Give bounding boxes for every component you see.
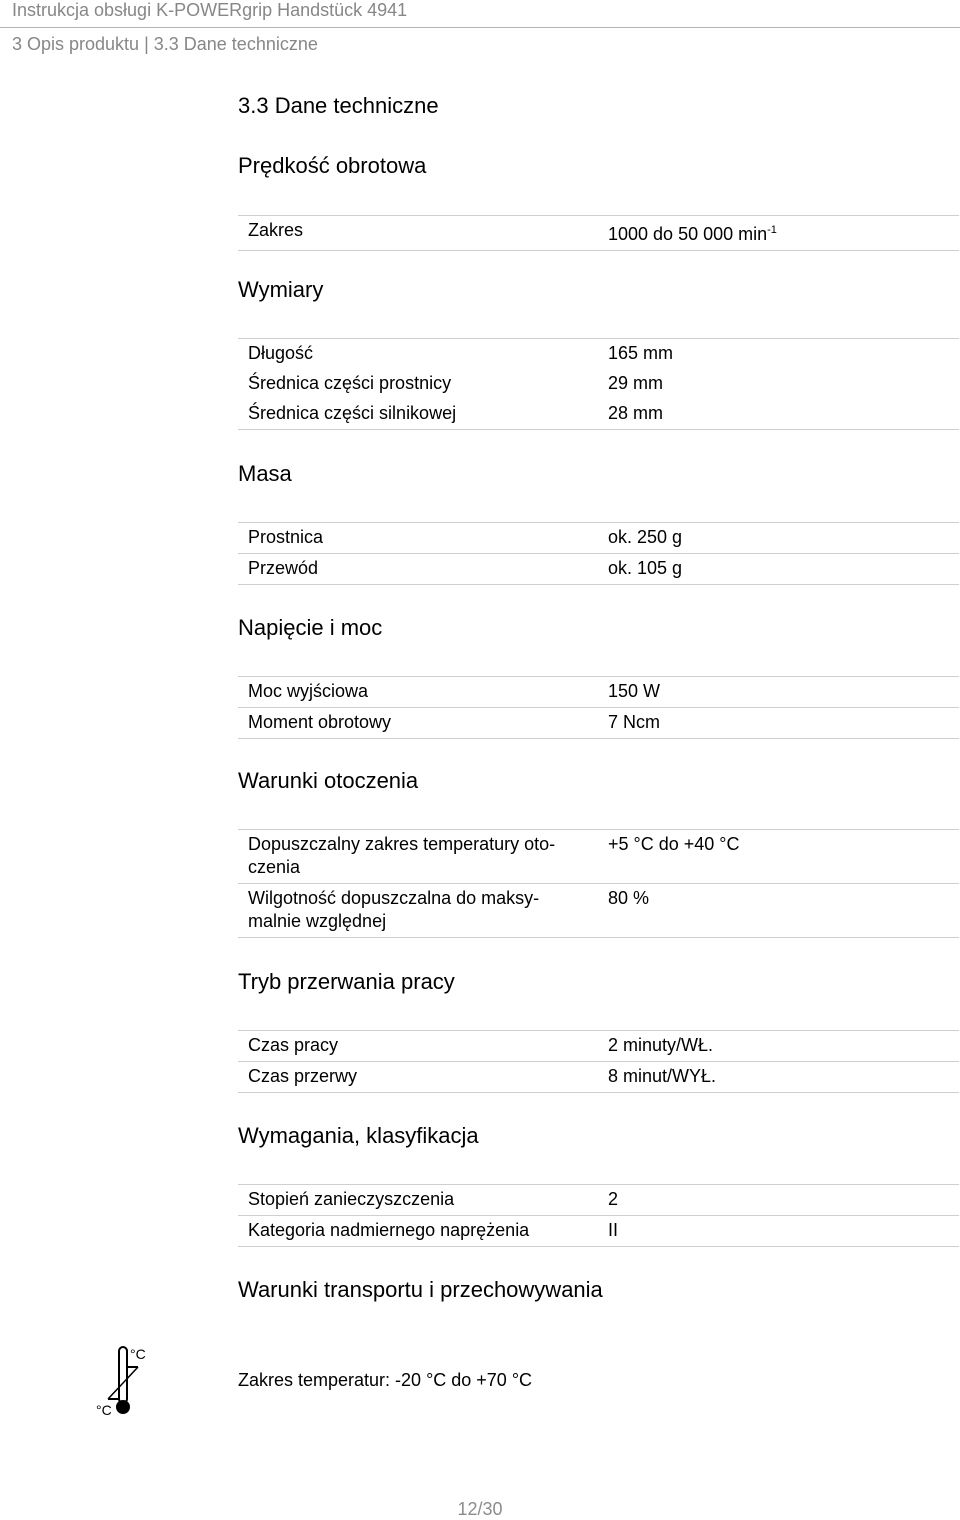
section-title-power: Napięcie i moc: [238, 615, 383, 640]
table-row: [238, 677, 959, 708]
section-title-duty: Tryb przerwania pracy: [238, 969, 455, 994]
table-row: [238, 708, 959, 739]
row-label: Czas przerwy: [238, 1062, 598, 1093]
row-label: Czas pracy: [238, 1031, 598, 1062]
unit-exponent: -1: [767, 224, 777, 236]
row-value: 2: [598, 1185, 959, 1216]
section-title-environment: Warunki otoczenia: [238, 768, 419, 793]
row-label: Dopuszczalny zakres temperatury oto- czenia: [238, 830, 598, 884]
table-row: [238, 369, 959, 399]
page-number: 12/30: [457, 1499, 503, 1519]
row-label: Kategoria nadmiernego naprężenia: [238, 1216, 598, 1247]
row-label: Moc wyjściowa: [238, 677, 598, 708]
transport-temperature-range: Zakres temperatur: -20 °C do +70 °C: [238, 1370, 533, 1390]
power-table: [238, 676, 959, 739]
row-label: Przewód: [238, 554, 598, 585]
row-value: 8 minut/WYŁ.: [598, 1062, 959, 1093]
section-title-speed: Prędkość obrotowa: [238, 153, 427, 178]
section-title-transport: Warunki transportu i przechowywania: [238, 1277, 603, 1302]
row-value: 80 %: [598, 884, 959, 938]
section-title-mass: Masa: [238, 461, 292, 486]
section-title-requirements: Wymagania, klasyfikacja: [238, 1123, 479, 1148]
dimensions-table: [238, 338, 959, 430]
row-value: 150 W: [598, 677, 959, 708]
icon-unit-bottom: °C: [96, 1402, 112, 1418]
row-value: 2 minuty/WŁ.: [598, 1031, 959, 1062]
row-label: Stopień zanieczyszczenia: [238, 1185, 598, 1216]
chapter-heading: 3.3 Dane techniczne: [238, 93, 439, 118]
row-label: Wilgotność dopuszczalna do maksy- malnie względnej: [238, 884, 598, 938]
row-label: Średnica części prostnicy: [248, 373, 452, 393]
row-value: 165 mm: [598, 339, 959, 370]
row-label: Prostnica: [238, 523, 598, 554]
row-label: Średnica części silnikowej: [238, 399, 598, 430]
row-value: II: [598, 1216, 959, 1247]
row-label: Moment obrotowy: [238, 708, 598, 739]
row-value: ok. 105 g: [598, 554, 959, 585]
section-title-dimensions: Wymiary: [238, 277, 324, 302]
table-row: [238, 830, 959, 884]
environment-table: [238, 829, 959, 938]
table-row: [238, 216, 959, 251]
row-value: 7 Ncm: [598, 708, 959, 739]
row-label: Zakres: [238, 216, 598, 251]
icon-unit-top: °C: [130, 1346, 146, 1362]
row-value: ok. 250 g: [598, 523, 959, 554]
table-row: [238, 1062, 959, 1093]
document-title: Instrukcja obsługi K-POWERgrip Handstück 4941: [12, 0, 408, 20]
row-value: 1000 do 50 000 $\min^{-1}$: [598, 216, 959, 251]
table-row: [238, 523, 959, 554]
mass-table: [238, 522, 959, 585]
speed-table: [238, 215, 959, 251]
table-row: [238, 1216, 959, 1247]
table-row: [238, 339, 959, 370]
table-row: [238, 1031, 959, 1062]
table-row: [238, 399, 959, 430]
row-value: +5 °C do +40 °C: [598, 830, 959, 884]
requirements-table: [238, 1184, 959, 1247]
row-value: 29 mm: [608, 373, 664, 393]
breadcrumb: 3 Opis produktu | 3.3 Dane techniczne: [12, 34, 318, 54]
duty-table: [238, 1030, 959, 1093]
table-row: [238, 1185, 959, 1216]
table-row: [238, 554, 959, 585]
table-row: [238, 884, 959, 938]
row-value: 28 mm: [598, 399, 959, 430]
thermometer-icon: [94, 1343, 146, 1419]
row-label: Długość: [238, 339, 598, 370]
header-divider: [0, 27, 960, 28]
